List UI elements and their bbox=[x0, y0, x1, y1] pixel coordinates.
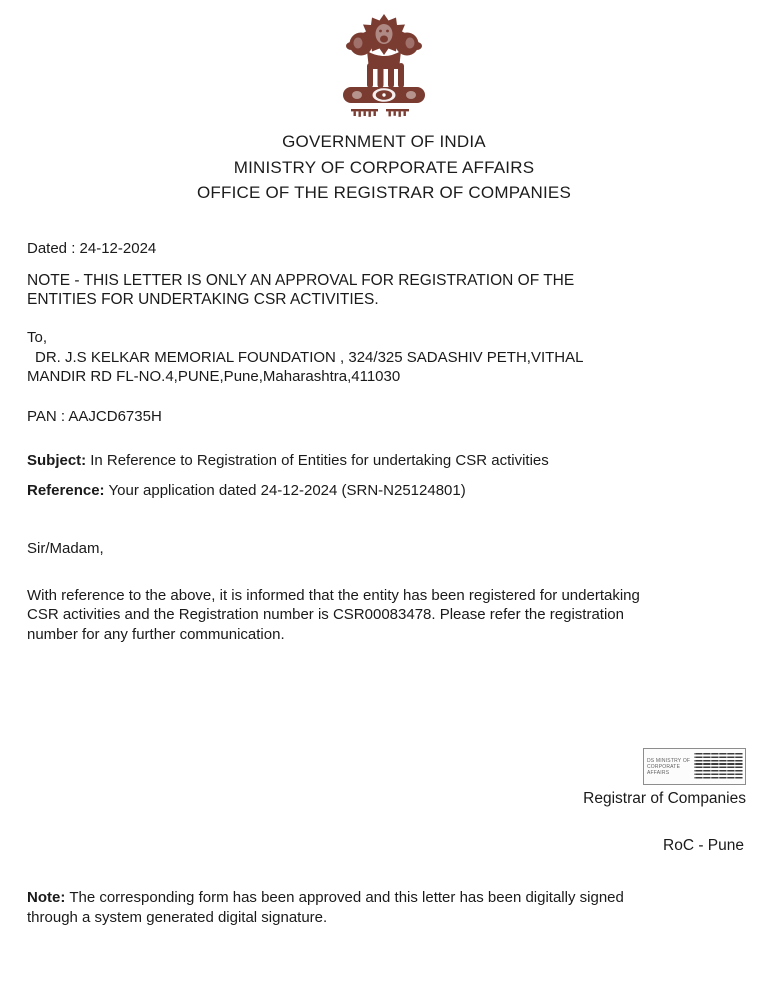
ds-ministry-text: DS MINISTRY OF CORPORATE AFFAIRS bbox=[647, 757, 691, 776]
subject-text: In Reference to Registration of Entities for undertaking CSR activities bbox=[90, 451, 549, 469]
signatory-title: Registrar of Companies bbox=[583, 790, 746, 807]
addressee-line-2: MANDIR RD FL-NO.4,PUNE,Pune,Maharashtra,411030 bbox=[27, 368, 401, 385]
footer-note-label: Note: bbox=[27, 889, 66, 906]
footer-note-line-1 bbox=[27, 888, 741, 908]
national-emblem-of-india bbox=[0, 0, 768, 122]
signature-area bbox=[27, 748, 746, 855]
letterhead bbox=[0, 129, 768, 206]
subject-label: Subject: bbox=[27, 451, 87, 469]
digital-signature-stamp bbox=[643, 748, 746, 785]
footer-note-text-1: The corresponding form has been approved and this letter has been digitally signed bbox=[69, 889, 624, 906]
body-line-3: number for any further communication. bbox=[27, 625, 285, 643]
ministry-title: MINISTRY OF CORPORATE AFFAIRS bbox=[233, 157, 535, 177]
ds-signature-details-icon bbox=[694, 753, 743, 780]
subject-line bbox=[27, 451, 741, 471]
pan-line: PAN : AAJCD6735H bbox=[27, 407, 162, 425]
reference-text: Your application dated 24-12-2024 (SRN-N25124801) bbox=[108, 481, 466, 499]
approval-note-line-2: ENTITIES FOR UNDERTAKING CSR ACTIVITIES. bbox=[27, 291, 379, 308]
body-paragraph bbox=[27, 586, 741, 645]
addressee-block bbox=[27, 328, 741, 387]
footer-note-text-2: through a system generated digital signature. bbox=[27, 909, 328, 926]
approval-note-line-1: NOTE - THIS LETTER IS ONLY AN APPROVAL FOR REGISTRATION OF THE bbox=[27, 271, 575, 289]
reference-line bbox=[27, 481, 741, 501]
office-title: OFFICE OF THE REGISTRAR OF COMPANIES bbox=[197, 183, 571, 202]
approval-note bbox=[27, 271, 741, 310]
salutation: Sir/Madam, bbox=[27, 539, 104, 557]
footer-note bbox=[27, 888, 741, 928]
dated-line: Dated : 24-12-2024 bbox=[27, 239, 157, 257]
government-title: GOVERNMENT OF INDIA bbox=[282, 132, 486, 151]
letter-content bbox=[27, 239, 746, 929]
body-line-2: CSR activities and the Registration number is CSR00083478. Please refer the registration bbox=[27, 606, 624, 623]
body-line-1: With reference to the above, it is informed that the entity has been registered for undertaking bbox=[27, 586, 640, 604]
satyameva-jayate-motto bbox=[351, 109, 409, 117]
addressee-line-1: DR. J.S KELKAR MEMORIAL FOUNDATION , 324/325 SADASHIV PETH,VITHAL bbox=[35, 348, 584, 366]
reference-label: Reference: bbox=[27, 481, 105, 499]
india-emblem-icon bbox=[338, 13, 430, 117]
to-label: To, bbox=[27, 328, 48, 346]
roc-office: RoC - Pune bbox=[663, 837, 744, 854]
